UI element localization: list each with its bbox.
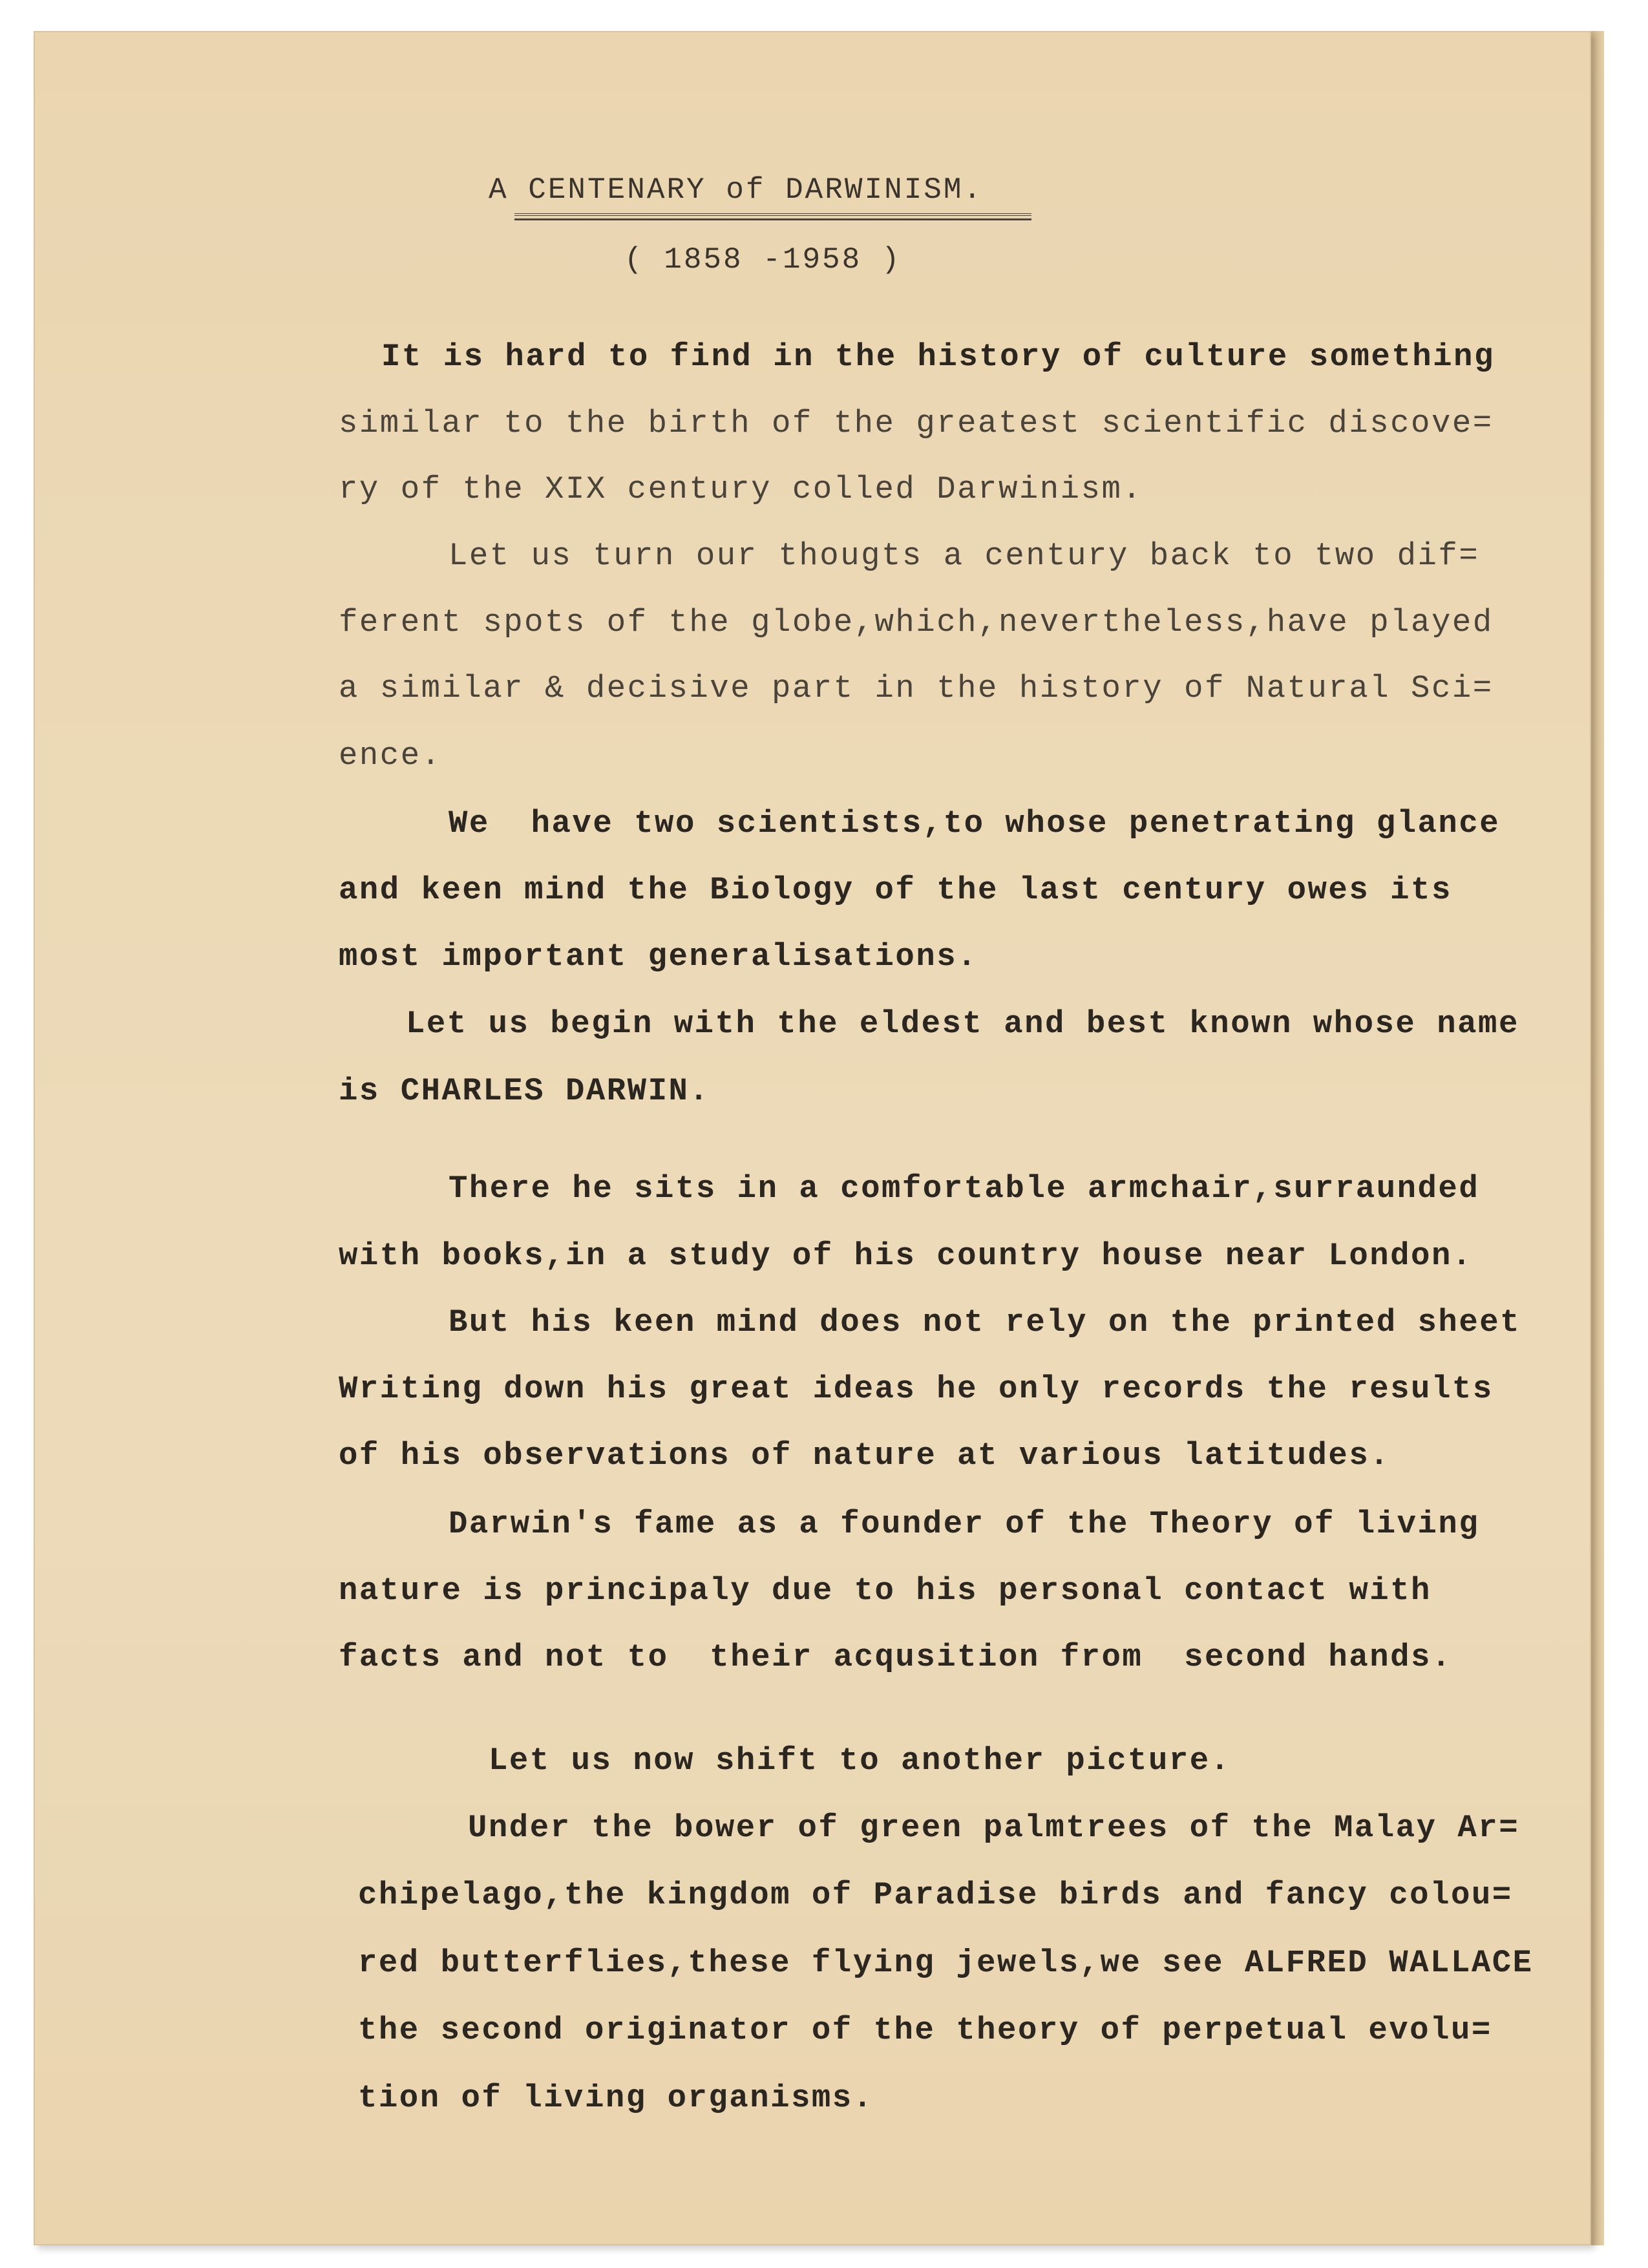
text-line: tion of living organisms. bbox=[358, 2080, 874, 2116]
text-line: of his observations of nature at various latitudes. bbox=[339, 1437, 1391, 1474]
text-line: ferent spots of the globe,which,nevertheless,have played bbox=[339, 604, 1494, 641]
text-line: a similar & decisive part in the history of Natural Sci= bbox=[339, 670, 1494, 706]
text-line: ence. bbox=[339, 737, 442, 774]
text-line: the second originator of the theory of perpetual evolu= bbox=[358, 2012, 1492, 2048]
text-line: Let us turn our thougts a century back to two dif= bbox=[449, 538, 1480, 574]
text-line: But his keen mind does not rely on the printed sheet bbox=[449, 1304, 1521, 1341]
text-line: with books,in a study of his country house near London. bbox=[339, 1238, 1473, 1274]
text-line: It is hard to find in the history of culture something bbox=[381, 339, 1495, 375]
text-line: ry of the XIX century colled Darwinism. bbox=[339, 471, 1143, 507]
text-line: red butterflies,these flying jewels,we see ALFRED WALLACE bbox=[358, 1945, 1534, 1981]
text-line: Under the bower of green palmtrees of the Malay Ar= bbox=[468, 1810, 1520, 1846]
text-line: Let us now shift to another picture. bbox=[489, 1743, 1231, 1779]
text-line: Writing down his great ideas he only records the results bbox=[339, 1371, 1494, 1407]
text-line: is CHARLES DARWIN. bbox=[339, 1073, 710, 1109]
document-dates: ( 1858 -1958 ) bbox=[624, 243, 902, 277]
title-underline bbox=[514, 213, 1031, 220]
text-line: nature is principaly due to his personal contact with bbox=[339, 1573, 1431, 1609]
text-line: There he sits in a comfortable armchair,surraunded bbox=[449, 1171, 1480, 1207]
text-line: similar to the birth of the greatest scientific discove= bbox=[339, 405, 1494, 441]
text-line: and keen mind the Biology of the last century owes its bbox=[339, 872, 1452, 908]
text-line: We have two scientists,to whose penetrating glance bbox=[449, 805, 1501, 842]
text-line: Darwin's fame as a founder of the Theory of living bbox=[449, 1506, 1480, 1542]
text-line: facts and not to their acqusition from second hands. bbox=[339, 1639, 1452, 1675]
text-line: chipelago,the kingdom of Paradise birds and fancy colou= bbox=[358, 1877, 1513, 1913]
text-line: Let us begin with the eldest and best known whose name bbox=[406, 1006, 1519, 1042]
text-line: most important generalisations. bbox=[339, 938, 978, 975]
document-title: A CENTENARY of DARWINISM. bbox=[489, 173, 984, 207]
paper-edge bbox=[1591, 31, 1604, 2245]
